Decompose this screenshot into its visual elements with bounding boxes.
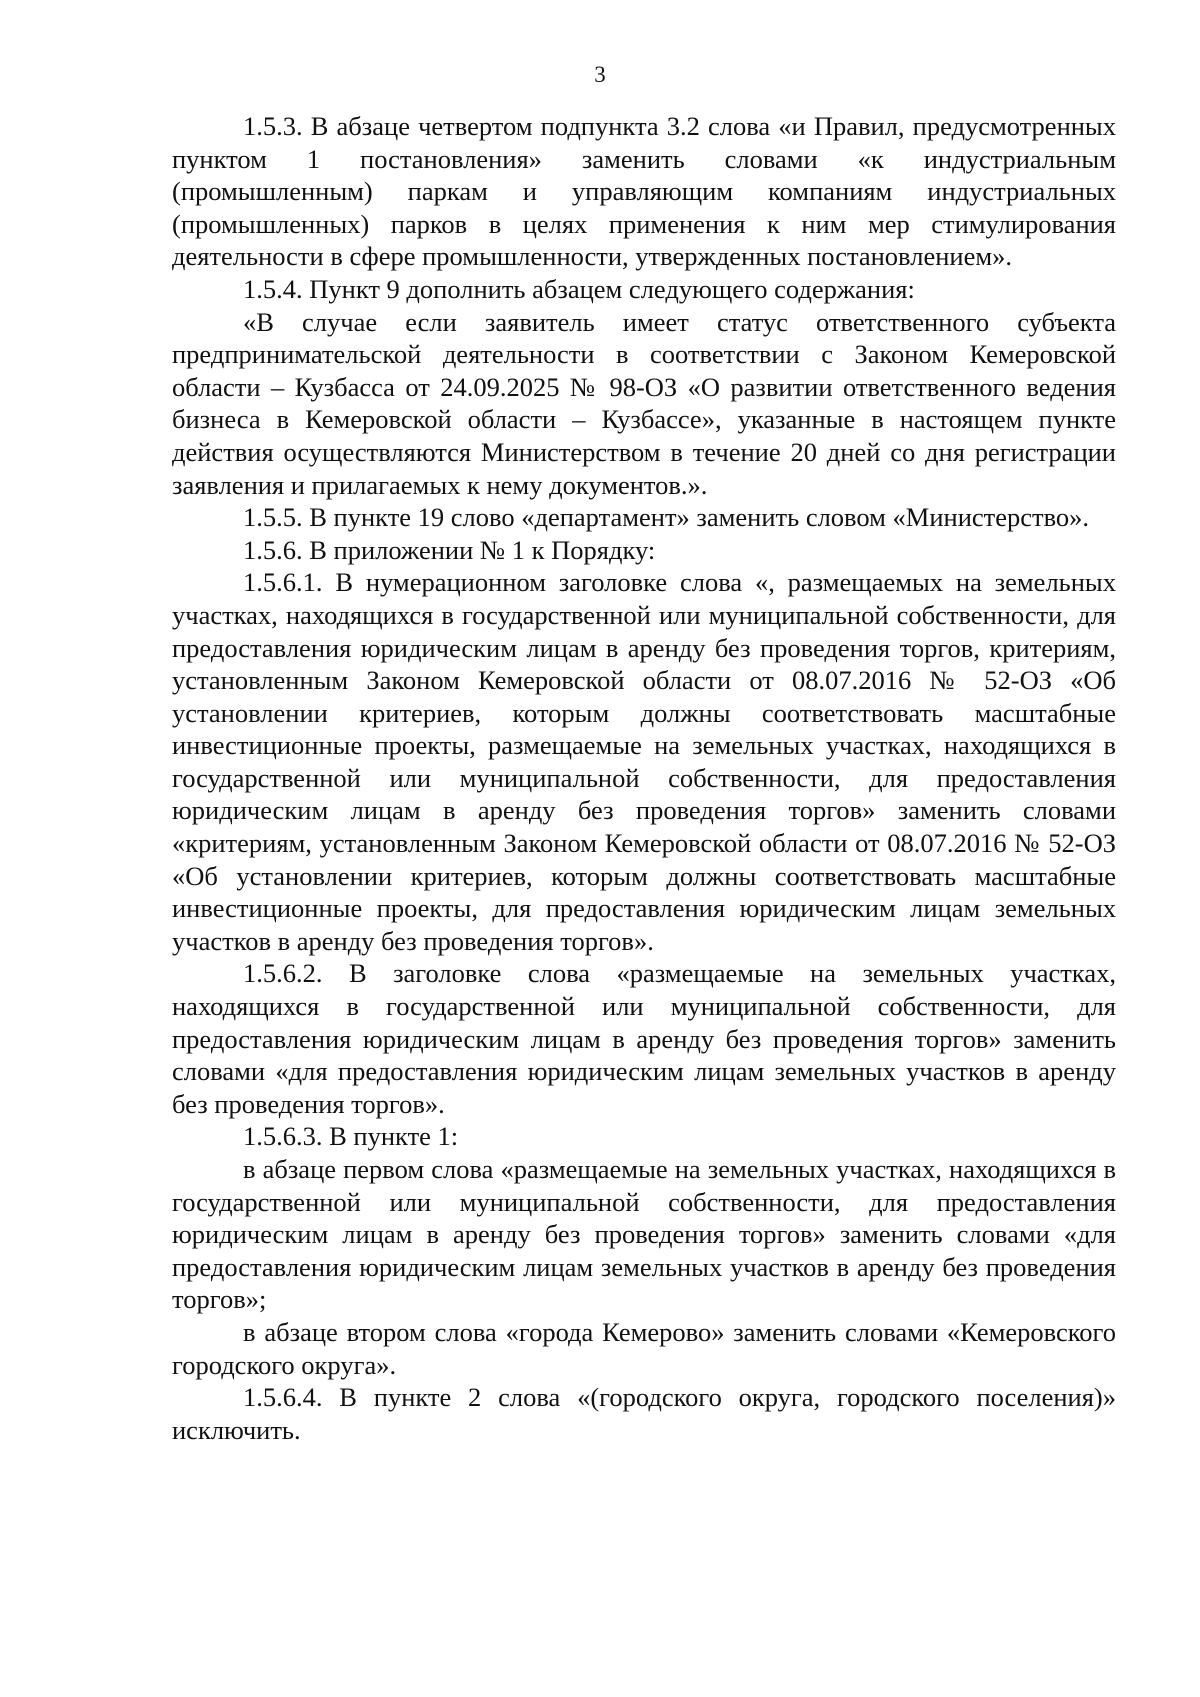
paragraph-1-5-4: 1.5.4. Пункт 9 дополнить абзацем следующего содержания: (243, 273, 915, 304)
paragraph-1-5-6-3-first: в абзаце первом слова «размещаемые на земельных участках, находящихся в государственной или муниципальной собственности, для предоставления юридическим лицам в аренду без проведения торгов» заменить словами «для предоставления юридическим лицам земельных участков в аренду без проведения торгов»; (172, 1154, 1116, 1315)
paragraph-1-5-6-4: 1.5.6.4. В пункте 2 слова «(городского округа, городского поселения)» исключить. (172, 1382, 1116, 1445)
paragraph-1-5-6-2: 1.5.6.2. В заголовке слова «размещаемые на земельных участках, находящихся в государственной или муниципальной собственности, для предоставления юридическим лицам в аренду без проведения торгов» заменить словами «для предоставления юридическим лицам земельных участков в аренду без проведения торгов». (172, 958, 1116, 1119)
document-body (172, 110, 1116, 1446)
paragraph-1-5-6: 1.5.6. В приложении № 1 к Порядку: (243, 534, 656, 565)
paragraph-1-5-5: 1.5.5. В пункте 19 слово «департамент» заменить словом «Министерство». (243, 502, 1090, 533)
paragraph-1-5-6-1: 1.5.6.1. В нумерационном заголовке слова «, размещаемых на земельных участках, находящихся в государственной или муниципальной собственности, для предоставления юридическим лицам в аренду без проведения торгов, критериям, установленным Законом Кемеровской области от 08.07.2016 № 52-ОЗ «Об установлении критериев, которым должны соответствовать масштабные инвестиционные проекты, размещаемые на земельных участках, находящихся в государственной или муниципальной собственности, для предоставления юридическим лицам в аренду без проведения торгов» заменить словами «критериям, установленным Законом Кемеровской области от 08.07.2016 № 52-ОЗ «Об установлении критериев, которым должны соответствовать масштабные инвестиционные проекты, для предоставления юридическим лицам земельных участков в аренду без проведения торгов». (172, 567, 1116, 956)
paragraph-1-5-6-3-second: в абзаце втором слова «города Кемерово» заменить словами «Кемеровского городского округа». (172, 1316, 1116, 1380)
paragraph-1-5-3: 1.5.3. В абзаце четвертом подпункта 3.2 слова «и Правил, предусмотренных пунктом 1 постановления» заменить словами «к индустриальным (промышленным) паркам и управляющим компаниям индустриальных (промышленных) парков в целях применения к ним мер стимулирования деятельности в сфере промышленности, утвержденных постановлением». (172, 111, 1116, 272)
page-number: 3 (594, 62, 606, 87)
paragraph-1-5-4-quote: «В случае если заявитель имеет статус ответственного субъекта предпринимательской деятельности в соответствии с Законом Кемеровской области – Кузбасса от 24.09.2025 № 98-ОЗ «О развитии ответственного ведения бизнеса в Кемеровской области – Кузбассе», указанные в настоящем пункте действия осуществляются Министерством в течение 20 дней со дня регистрации заявления и прилагаемых к нему документов.». (172, 306, 1116, 500)
paragraph-1-5-6-3: 1.5.6.3. В пункте 1: (243, 1121, 459, 1152)
